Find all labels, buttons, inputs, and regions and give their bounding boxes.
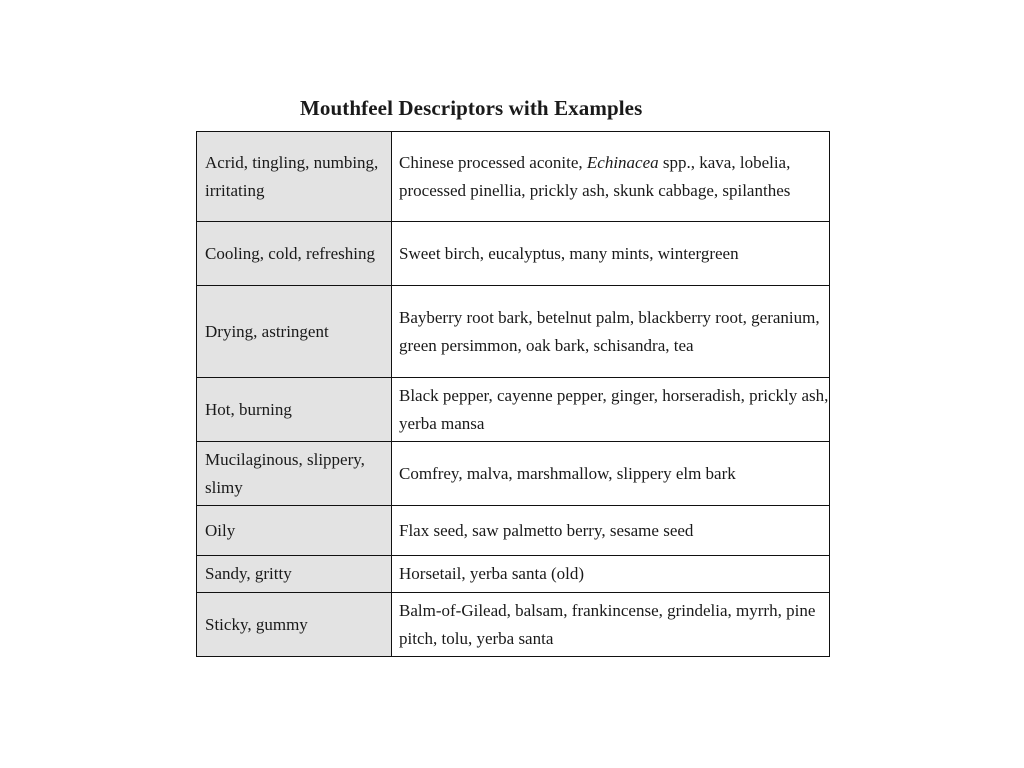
table-title: Mouthfeel Descriptors with Examples — [300, 96, 643, 120]
table-row — [197, 442, 830, 506]
descriptor-cell: Cooling, cold, refreshing — [197, 222, 392, 286]
descriptor-cell: Mucilaginous, slippery, slimy — [197, 442, 392, 506]
descriptor-cell: Sticky, gummy — [197, 593, 392, 657]
table-row — [197, 506, 830, 556]
examples-text: Chinese processed aconite, — [399, 152, 587, 172]
examples-cell: Balm-of-Gilead, balsam, frankincense, grindelia, myrrh, pine pitch, tolu, yerba santa — [392, 593, 830, 657]
examples-italic-text: Echinacea — [586, 152, 659, 172]
descriptor-cell: Hot, burning — [197, 378, 392, 442]
descriptor-cell: Drying, astringent — [197, 286, 392, 378]
table-row — [197, 378, 830, 442]
table-row — [197, 593, 830, 657]
table-row — [197, 556, 830, 593]
examples-cell: Flax seed, saw palmetto berry, sesame seed — [392, 506, 830, 556]
mouthfeel-table — [196, 131, 830, 657]
examples-cell — [392, 132, 830, 222]
table-row — [197, 222, 830, 286]
descriptor-cell: Sandy, gritty — [197, 556, 392, 593]
examples-cell: Black pepper, cayenne pepper, ginger, horseradish, prickly ash, yerba mansa — [392, 378, 830, 442]
descriptor-cell: Oily — [197, 506, 392, 556]
table-row — [197, 286, 830, 378]
table-row — [197, 132, 830, 222]
examples-cell: Sweet birch, eucalyptus, many mints, wintergreen — [392, 222, 830, 286]
examples-cell: Comfrey, malva, marshmallow, slippery elm bark — [392, 442, 830, 506]
examples-cell: Horsetail, yerba santa (old) — [392, 556, 830, 593]
descriptor-cell: Acrid, tingling, numbing, irritating — [197, 132, 392, 222]
examples-text: spp., kava, lobelia, processed pinellia, prickly ash, skunk cabbage, spilanthes — [399, 152, 791, 200]
examples-cell: Bayberry root bark, betelnut palm, blackberry root, geranium, green persimmon, oak bark, schisandra, tea — [392, 286, 830, 378]
